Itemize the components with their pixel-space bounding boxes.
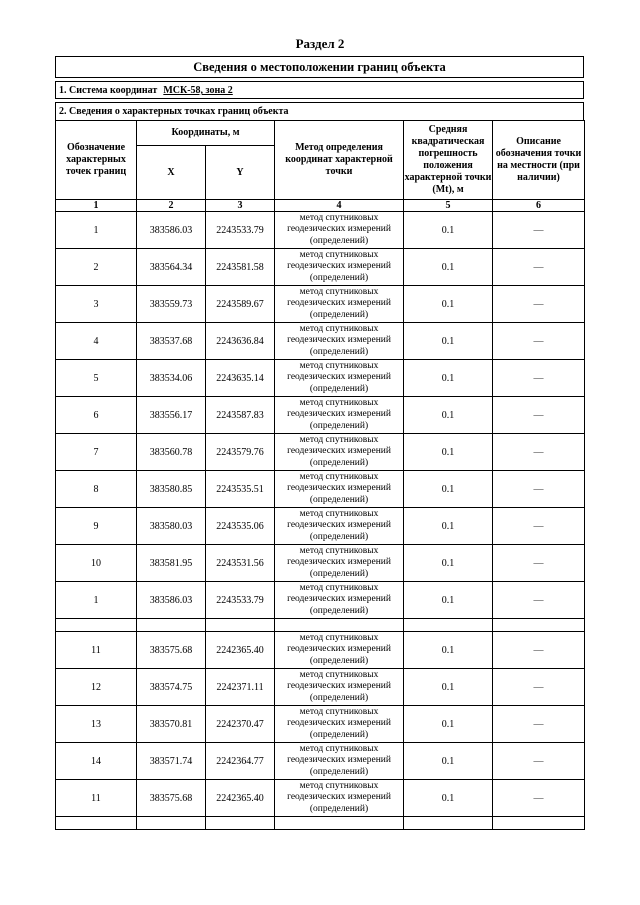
table-row <box>56 397 585 434</box>
description-cell: — <box>493 360 585 397</box>
blank-cell <box>493 619 585 632</box>
header-method: Метод определения координат характерной точки <box>275 121 404 200</box>
coordinate-system-row <box>55 81 584 99</box>
table-row <box>56 286 585 323</box>
description-cell: — <box>493 434 585 471</box>
table-row <box>56 545 585 582</box>
method-cell: метод спутниковых геодезических измерений (определений) <box>275 508 404 545</box>
description-cell: — <box>493 323 585 360</box>
points-section-label: 2. Сведения о характерных точках границ объекта <box>59 106 289 117</box>
point-id-cell: 4 <box>56 323 137 360</box>
point-id-cell: 8 <box>56 471 137 508</box>
description-cell: — <box>493 212 585 249</box>
x-coordinate-cell: 383559.73 <box>137 286 206 323</box>
header-y: Y <box>206 146 275 200</box>
description-cell: — <box>493 508 585 545</box>
method-cell: метод спутниковых геодезических измерений (определений) <box>275 397 404 434</box>
y-coordinate-cell: 2243579.76 <box>206 434 275 471</box>
blank-cell <box>137 619 206 632</box>
blank-row <box>56 817 585 830</box>
blank-cell <box>137 817 206 830</box>
blank-cell <box>206 619 275 632</box>
point-id-cell: 13 <box>56 706 137 743</box>
x-coordinate-cell: 383586.03 <box>137 582 206 619</box>
x-coordinate-cell: 383556.17 <box>137 397 206 434</box>
method-cell: метод спутниковых геодезических измерений (определений) <box>275 706 404 743</box>
x-coordinate-cell: 383580.85 <box>137 471 206 508</box>
method-cell: метод спутниковых геодезических измерений (определений) <box>275 471 404 508</box>
method-cell: метод спутниковых геодезических измерений (определений) <box>275 669 404 706</box>
header-coordinates: Координаты, м <box>137 121 275 146</box>
table-row <box>56 434 585 471</box>
method-cell: метод спутниковых геодезических измерений (определений) <box>275 582 404 619</box>
blank-cell <box>493 817 585 830</box>
accuracy-cell: 0.1 <box>404 743 493 780</box>
document-heading: Сведения о местоположении границ объекта <box>55 56 584 78</box>
accuracy-cell: 0.1 <box>404 286 493 323</box>
x-coordinate-cell: 383571.74 <box>137 743 206 780</box>
x-coordinate-cell: 383581.95 <box>137 545 206 582</box>
x-coordinate-cell: 383575.68 <box>137 632 206 669</box>
table-row <box>56 471 585 508</box>
y-coordinate-cell: 2242364.77 <box>206 743 275 780</box>
description-cell: — <box>493 545 585 582</box>
y-coordinate-cell: 2243636.84 <box>206 323 275 360</box>
table-row <box>56 632 585 669</box>
point-id-cell: 1 <box>56 582 137 619</box>
table-row <box>56 780 585 817</box>
blank-cell <box>206 817 275 830</box>
method-cell: метод спутниковых геодезических измерений (определений) <box>275 323 404 360</box>
point-id-cell: 14 <box>56 743 137 780</box>
table-row <box>56 582 585 619</box>
table-row <box>56 743 585 780</box>
accuracy-cell: 0.1 <box>404 249 493 286</box>
blank-cell <box>56 619 137 632</box>
description-cell: — <box>493 632 585 669</box>
description-cell: — <box>493 706 585 743</box>
x-coordinate-cell: 383534.06 <box>137 360 206 397</box>
y-coordinate-cell: 2243587.83 <box>206 397 275 434</box>
blank-cell <box>275 619 404 632</box>
y-coordinate-cell: 2242371.11 <box>206 669 275 706</box>
accuracy-cell: 0.1 <box>404 706 493 743</box>
coordinate-system-value: МСК-58, зона 2 <box>163 85 233 96</box>
accuracy-cell: 0.1 <box>404 508 493 545</box>
method-cell: метод спутниковых геодезических измерений (определений) <box>275 360 404 397</box>
method-cell: метод спутниковых геодезических измерений (определений) <box>275 743 404 780</box>
points-table <box>55 120 585 830</box>
description-cell: — <box>493 471 585 508</box>
method-cell: метод спутниковых геодезических измерений (определений) <box>275 212 404 249</box>
x-coordinate-cell: 383586.03 <box>137 212 206 249</box>
point-id-cell: 11 <box>56 780 137 817</box>
accuracy-cell: 0.1 <box>404 360 493 397</box>
y-coordinate-cell: 2243535.06 <box>206 508 275 545</box>
x-coordinate-cell: 383560.78 <box>137 434 206 471</box>
x-coordinate-cell: 383575.68 <box>137 780 206 817</box>
method-cell: метод спутниковых геодезических измерений (определений) <box>275 286 404 323</box>
accuracy-cell: 0.1 <box>404 780 493 817</box>
blank-row <box>56 619 585 632</box>
point-id-cell: 10 <box>56 545 137 582</box>
y-coordinate-cell: 2242365.40 <box>206 632 275 669</box>
point-id-cell: 12 <box>56 669 137 706</box>
table-row <box>56 669 585 706</box>
accuracy-cell: 0.1 <box>404 434 493 471</box>
points-section-row <box>55 102 584 120</box>
header-accuracy: Средняя квадратическая погрешность положения характерной точки (Mt), м <box>404 121 493 200</box>
method-cell: метод спутниковых геодезических измерений (определений) <box>275 434 404 471</box>
table-row <box>56 706 585 743</box>
table-row <box>56 249 585 286</box>
description-cell: — <box>493 582 585 619</box>
blank-cell <box>56 817 137 830</box>
accuracy-cell: 0.1 <box>404 669 493 706</box>
header-designation: Обозначение характерных точек границ <box>56 121 137 200</box>
method-cell: метод спутниковых геодезических измерений (определений) <box>275 545 404 582</box>
point-id-cell: 3 <box>56 286 137 323</box>
accuracy-cell: 0.1 <box>404 212 493 249</box>
y-coordinate-cell: 2242365.40 <box>206 780 275 817</box>
header-x: X <box>137 146 206 200</box>
y-coordinate-cell: 2243635.14 <box>206 360 275 397</box>
x-coordinate-cell: 383580.03 <box>137 508 206 545</box>
coordinate-system-label: 1. Система координат <box>59 85 158 96</box>
section-title: Раздел 2 <box>295 36 345 51</box>
description-cell: — <box>493 249 585 286</box>
accuracy-cell: 0.1 <box>404 323 493 360</box>
accuracy-cell: 0.1 <box>404 545 493 582</box>
x-coordinate-cell: 383564.34 <box>137 249 206 286</box>
column-number: 5 <box>404 200 493 212</box>
x-coordinate-cell: 383574.75 <box>137 669 206 706</box>
column-number: 2 <box>137 200 206 212</box>
header-description: Описание обозначения точки на местности (при наличии) <box>493 121 585 200</box>
points-table-body <box>56 212 585 830</box>
method-cell: метод спутниковых геодезических измерений (определений) <box>275 249 404 286</box>
document-frame <box>55 56 584 830</box>
column-number: 4 <box>275 200 404 212</box>
y-coordinate-cell: 2243581.58 <box>206 249 275 286</box>
description-cell: — <box>493 286 585 323</box>
point-id-cell: 11 <box>56 632 137 669</box>
column-number: 1 <box>56 200 137 212</box>
description-cell: — <box>493 397 585 434</box>
y-coordinate-cell: 2243533.79 <box>206 582 275 619</box>
y-coordinate-cell: 2243535.51 <box>206 471 275 508</box>
column-number: 6 <box>493 200 585 212</box>
accuracy-cell: 0.1 <box>404 397 493 434</box>
column-number: 3 <box>206 200 275 212</box>
accuracy-cell: 0.1 <box>404 582 493 619</box>
y-coordinate-cell: 2243533.79 <box>206 212 275 249</box>
blank-cell <box>275 817 404 830</box>
accuracy-cell: 0.1 <box>404 471 493 508</box>
table-row <box>56 508 585 545</box>
table-row <box>56 360 585 397</box>
y-coordinate-cell: 2242370.47 <box>206 706 275 743</box>
point-id-cell: 6 <box>56 397 137 434</box>
description-cell: — <box>493 669 585 706</box>
blank-cell <box>404 619 493 632</box>
point-id-cell: 1 <box>56 212 137 249</box>
y-coordinate-cell: 2243531.56 <box>206 545 275 582</box>
table-row <box>56 212 585 249</box>
point-id-cell: 2 <box>56 249 137 286</box>
method-cell: метод спутниковых геодезических измерений (определений) <box>275 632 404 669</box>
x-coordinate-cell: 383537.68 <box>137 323 206 360</box>
method-cell: метод спутниковых геодезических измерений (определений) <box>275 780 404 817</box>
point-id-cell: 9 <box>56 508 137 545</box>
blank-cell <box>404 817 493 830</box>
description-cell: — <box>493 743 585 780</box>
description-cell: — <box>493 780 585 817</box>
y-coordinate-cell: 2243589.67 <box>206 286 275 323</box>
table-row <box>56 323 585 360</box>
point-id-cell: 7 <box>56 434 137 471</box>
accuracy-cell: 0.1 <box>404 632 493 669</box>
x-coordinate-cell: 383570.81 <box>137 706 206 743</box>
column-number-row <box>56 200 585 212</box>
point-id-cell: 5 <box>56 360 137 397</box>
